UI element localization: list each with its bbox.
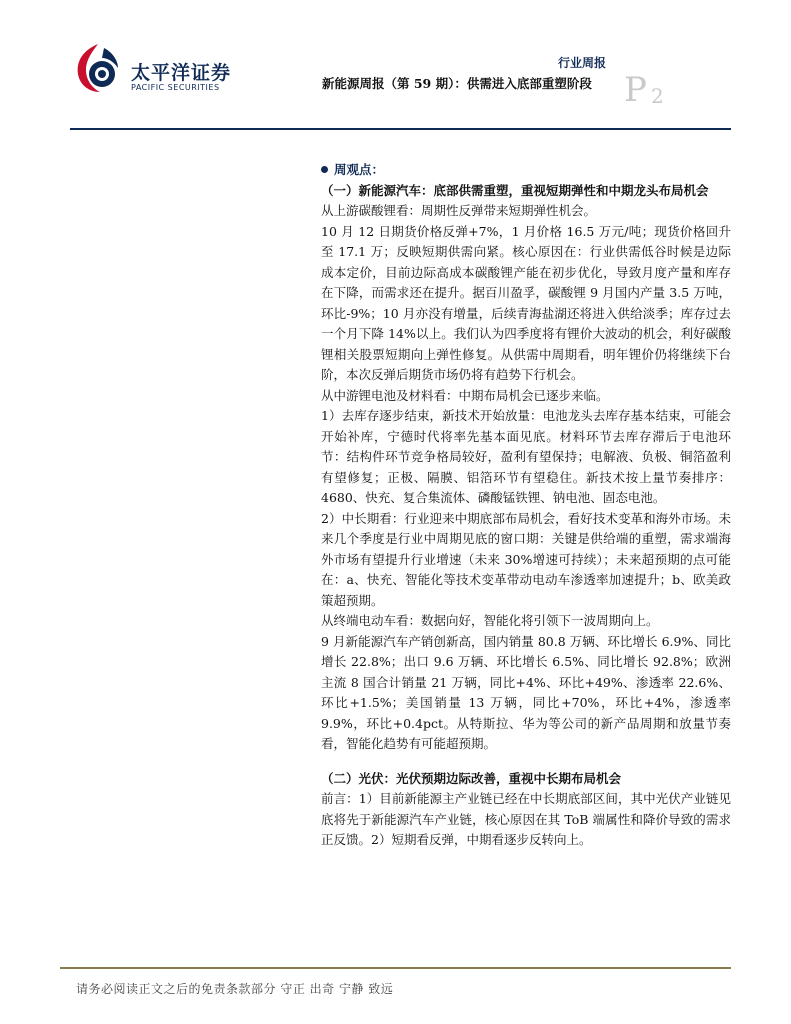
paragraph-pv-preface: 前言：1）目前新能源主产业链已经在中长期底部区间，其中光伏产业链见底将先于新能源汽车产业链，核心原因在其 ToB 端属性和降价导致的需求正反馈。2）短期看反弹，中期看逐步反转向上。 <box>321 791 731 847</box>
footer <box>76 980 393 997</box>
main-content <box>321 160 731 851</box>
paragraph-battery-point1: 1）去库存逐步结束，新技术开始放量：电池龙头去库存基本结束，可能会开始补库，宁德时代将率先基本面见底。材料环节去库存滞后于电池环节：结构件环节竞争格局较好，盈利有望保持；电解液、负极、铜箔盈利有望修复；正极、隔膜、铝箔环节有望稳住。新技术按上量节奏排序：4680、快充、复合集流体、磷酸锰铁锂、钠电池、固态电池。 <box>321 408 731 505</box>
paragraph-ev-intro: 从终端电动车看：数据向好，智能化将引领下一波周期向上。 <box>321 613 659 628</box>
report-title: 新能源周报（第 59 期）：供需进入底部重塑阶段 <box>322 76 592 91</box>
pacific-securities-logo <box>74 42 122 94</box>
header-divider <box>70 128 731 130</box>
paragraph-battery-intro: 从中游锂电池及材料看：中期布局机会已逐步来临。 <box>321 387 609 403</box>
report-type: 行业周报 <box>558 56 607 70</box>
weekly-view-heading-text: 周观点： <box>334 162 385 177</box>
bullet-icon <box>321 166 328 173</box>
weekly-view-heading <box>321 160 731 181</box>
footer-disclaimer: 请务必阅读正文之后的免责条款部分 <box>76 982 277 996</box>
section1-title: （一）新能源汽车：底部供需重塑，重视短期弹性和中期龙头布局机会 <box>321 182 709 198</box>
paragraph-lithium-carbonate-detail: 10 月 12 日期货价格反弹+7%，1 月价格 16.5 万元/吨；现货价格回升至 17.1 万；反映短期供需向紧。核心原因在：行业供需低谷时候是边际成本定价，目前边际高成本碳酸锂产能在初步优化，导致月度产量和库存在下降，而需求还在提升。据百川盈孚，碳酸锂 9 月国内产量 3.5 万吨，环比-9%；10 月亦没有增量，后续青海盐湖还将进入供给淡季；库存过去一个月下降 14%以上。我们认为四季度将有锂价大波动的机会，利好碳酸锂相关股票短期向上弹性修复。从供需中周期看，明年锂价仍将继续下台阶，本次反弹后期货市场仍将有趋势下行机会。 <box>321 223 731 382</box>
footer-motto: 守正 出奇 宁静 致远 <box>280 982 394 996</box>
section2-title: （二）光伏：光伏预期边际改善，重视中长期布局机会 <box>321 770 622 786</box>
paragraph-lithium-carbonate-intro: 从上游碳酸锂看：周期性反弹带来短期弹性机会。 <box>321 203 597 218</box>
section-gap <box>321 755 731 769</box>
page-number: 2 <box>651 84 664 108</box>
page-letter: P <box>624 70 647 110</box>
footer-divider <box>60 967 731 969</box>
paragraph-ev-detail: 9 月新能源汽车产销创新高，国内销量 80.8 万辆、环比增长 6.9%、同比增长 22.8%；出口 9.6 万辆、环比增长 6.5%、同比增长 92.8%；欧洲主流 8 国合计销量 21 万辆，同比+4%、环比+49%、渗透率 22.6%、环比+1.5%；美国销量 13 万辆，同比+70%，环比+4%，渗透率 9.9%，环比+0.4pct。从特斯拉、华为等公司的新产品周期和放量节奏看，智能化趋势有可能超预期。 <box>321 633 731 751</box>
brand-name-en: PACIFIC SECURITIES <box>131 83 220 92</box>
brand-name-cn: 太平洋证券 <box>131 62 232 84</box>
paragraph-battery-point2: 2）中长期看：行业迎来中期底部布局机会，看好技术变革和海外市场。未来几个季度是行业中周期见底的窗口期：关键是供给端的重塑，需求端海外市场有望提升行业增速（未来 30%增速可持续）；未来超预期的点可能在：a、快充、智能化等技术变革带动电动车渗透率加速提升；b、欧美政策超预期。 <box>321 510 731 608</box>
